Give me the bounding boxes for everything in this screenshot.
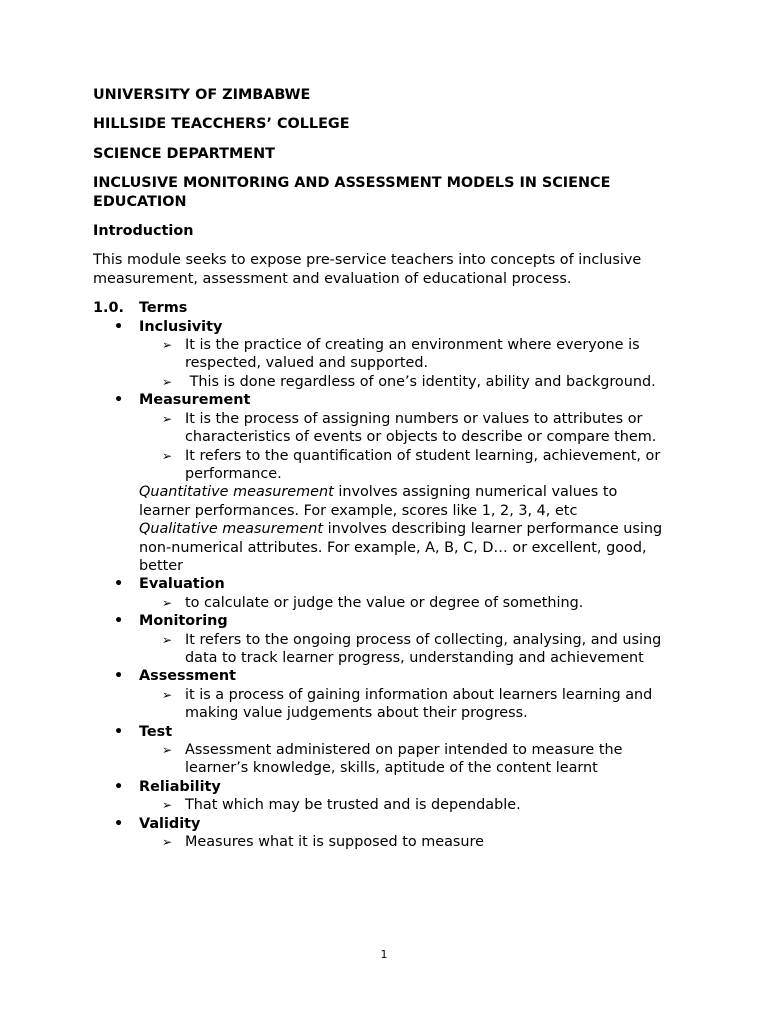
- term-label: Validity: [139, 815, 201, 832]
- bullet-icon: •: [114, 815, 124, 832]
- arrow-bullet-icon: ➢: [162, 798, 173, 813]
- college-name: HILLSIDE TEACCHERS’ COLLEGE: [93, 116, 350, 133]
- quantitative-note: [93, 483, 673, 520]
- term-label: Assessment: [139, 668, 237, 685]
- point-text: It refers to the ongoing process of collecting, analysing, and using data to track learner progress, understanding and achievement: [185, 631, 662, 666]
- term-label: Inclusivity: [139, 318, 223, 335]
- list-item: [93, 447, 673, 484]
- arrow-bullet-icon: ➢: [162, 835, 173, 850]
- point-text: It is the practice of creating an environment where everyone is respected, valued and supported.: [185, 337, 640, 372]
- arrow-bullet-icon: ➢: [162, 411, 173, 426]
- arrow-bullet-icon: ➢: [162, 595, 173, 610]
- term-validity: [93, 815, 673, 833]
- bullet-icon: •: [114, 318, 124, 335]
- term-evaluation: [93, 575, 673, 593]
- document-page: [93, 86, 673, 851]
- list-item: [93, 410, 673, 447]
- section-heading: [93, 299, 673, 317]
- intro-heading: Introduction: [93, 223, 194, 240]
- list-item: [93, 796, 673, 814]
- note-text: involves assigning numerical values to learner performances. For example, scores like 1, 2, 3, 4, etc: [139, 484, 618, 519]
- arrow-bullet-icon: ➢: [162, 338, 173, 353]
- term-label: Evaluation: [139, 576, 225, 593]
- term-reliability: [93, 778, 673, 796]
- note-term: Qualitative measurement: [139, 521, 324, 538]
- note-term: Quantitative measurement: [139, 484, 334, 501]
- list-item: [93, 594, 673, 612]
- term-test: [93, 723, 673, 741]
- point-text: to calculate or judge the value or degree of something.: [185, 594, 584, 611]
- bullet-icon: •: [114, 778, 124, 795]
- list-item: [93, 741, 673, 778]
- bullet-icon: •: [114, 723, 124, 740]
- term-label: Reliability: [139, 778, 221, 795]
- section-number: 1.0.: [93, 300, 124, 317]
- bullet-icon: •: [114, 613, 124, 630]
- list-item: [93, 373, 673, 391]
- bullet-icon: •: [114, 576, 124, 593]
- university-name: UNIVERSITY OF ZIMBABWE: [93, 87, 311, 103]
- term-label: Measurement: [139, 392, 251, 409]
- module-title: INCLUSIVE MONITORING AND ASSESSMENT MODELS IN SCIENCE EDUCATION: [93, 175, 611, 210]
- list-item: [93, 631, 673, 668]
- note-text: involves describing learner performance using non-numerical attributes. For example, A, B, C, D… or excellent, good, better: [139, 521, 663, 574]
- intro-paragraph: This module seeks to expose pre-service teachers into concepts of inclusive measurement, assessment and evaluation of educational process.: [93, 252, 642, 287]
- term-monitoring: [93, 612, 673, 630]
- bullet-icon: •: [114, 668, 124, 685]
- section-title: Terms: [139, 300, 188, 317]
- term-label: Test: [139, 723, 173, 740]
- point-text: That which may be trusted and is dependable.: [185, 797, 521, 814]
- department-name: SCIENCE DEPARTMENT: [93, 145, 275, 162]
- arrow-bullet-icon: ➢: [162, 448, 173, 463]
- point-text: it is a process of gaining information about learners learning and making value judgements about their progress.: [185, 686, 653, 722]
- list-item: [93, 336, 673, 373]
- arrow-bullet-icon: ➢: [162, 687, 173, 702]
- point-text: Measures what it is supposed to measure: [185, 834, 484, 851]
- bullet-icon: •: [114, 392, 124, 409]
- list-item: [93, 686, 673, 723]
- page-number: 1: [380, 948, 388, 961]
- arrow-bullet-icon: ➢: [162, 374, 173, 389]
- point-text: Assessment administered on paper intended to measure the learner’s knowledge, skills, aptitude of the content learnt: [185, 742, 623, 777]
- point-text: It is the process of assigning numbers or values to attributes or characteristics of events or objects to describe or compare them.: [185, 410, 657, 446]
- point-text: It refers to the quantification of student learning, achievement, or performance.: [185, 447, 661, 482]
- term-label: Monitoring: [139, 613, 228, 630]
- term-assessment: [93, 667, 673, 685]
- qualitative-note: [93, 520, 673, 575]
- point-text: This is done regardless of one’s identity, ability and background.: [185, 373, 656, 390]
- term-inclusivity: [93, 318, 673, 336]
- arrow-bullet-icon: ➢: [162, 632, 173, 647]
- list-item: [93, 833, 673, 851]
- term-measurement: [93, 391, 673, 409]
- arrow-bullet-icon: ➢: [162, 743, 173, 757]
